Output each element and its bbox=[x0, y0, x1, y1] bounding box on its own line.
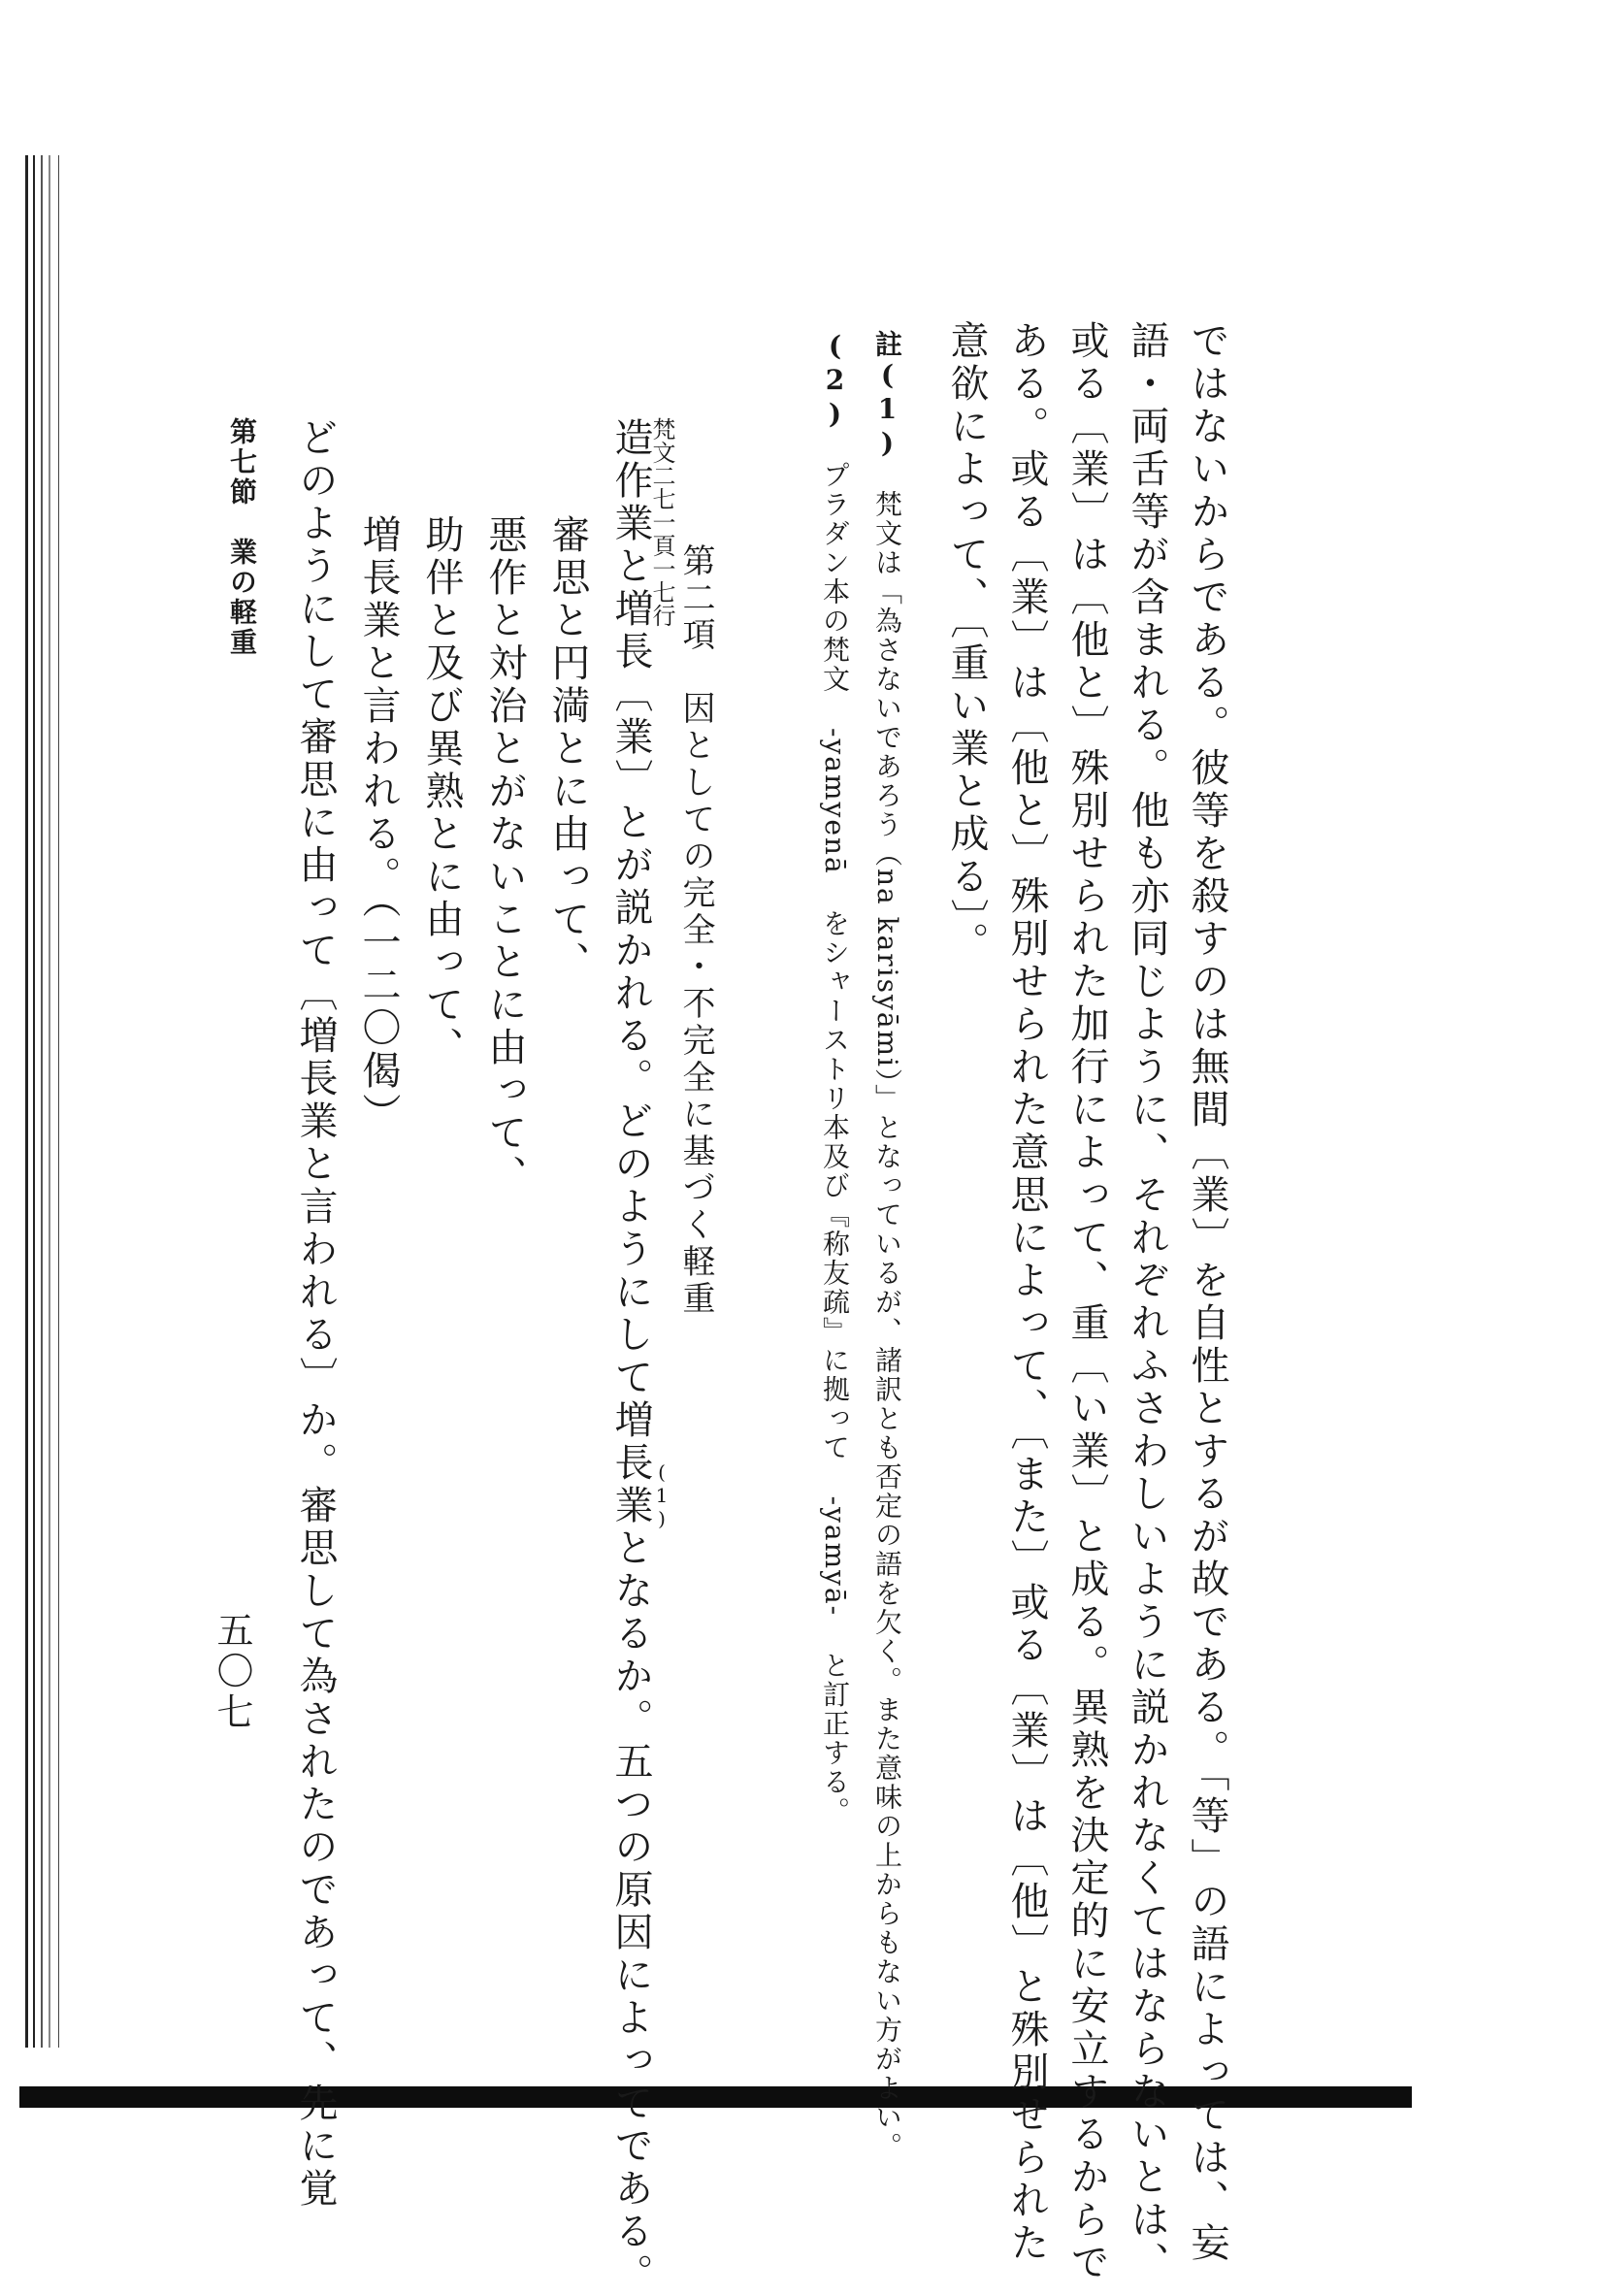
binding-edge-line bbox=[49, 155, 50, 2048]
section-line-1-text: 造作業と増長〔業〕とが説かれる。どのようにして増長業となるか。五つの原因によってである。 bbox=[608, 417, 653, 2296]
source-annotation: 梵文二七一頁一七行 bbox=[648, 417, 675, 627]
note-1-text-c: ）」となっているが、諸訳とも否定の語を欠く。また意味の上からもない方がよい。 bbox=[871, 1068, 903, 2162]
section-last-line: どのようにして審思に由って〔増長業と言われる〕か。審思して為されたのであって、先に覚 bbox=[293, 417, 338, 2211]
note-reference-1: (1) bbox=[650, 1460, 673, 1530]
binding-edge-line bbox=[58, 155, 59, 2048]
section-line-1 bbox=[608, 417, 653, 2296]
binding-edge-line bbox=[41, 155, 43, 2048]
page-number: 五〇七 bbox=[211, 1611, 253, 1733]
note-1 bbox=[871, 330, 903, 2162]
note-1-text-b: na karisyāmi bbox=[871, 869, 903, 1069]
note-2-text-a: プラダン本の梵文 bbox=[819, 461, 851, 694]
note-2-text-c: をシャーストリ本及び『称友疏』に拠って bbox=[819, 908, 851, 1462]
note-mark-2: (2) bbox=[819, 330, 851, 432]
note-mark-1: (1) bbox=[871, 359, 903, 461]
body-column-1: ではないからである。彼等を殺すのは無間〔業〕を自性とするが故である。「等」の語によっては、妄 bbox=[1185, 320, 1229, 2265]
body-column-4: ある。或る〔業〕は〔他と〕殊別せられた意思によって、〔また〕或る〔業〕は〔他〕と殊別せられた bbox=[1004, 320, 1049, 2265]
verse-line-2: 悪作と対治とがないことに由って、 bbox=[482, 514, 527, 1197]
note-2-text-b: -yamyenā bbox=[819, 728, 851, 875]
note-label: 註 bbox=[871, 330, 903, 359]
body-column-5: 意欲によって、〔重い業と成る〕。 bbox=[944, 320, 989, 965]
note-1-text-a: 梵文は「為さないであろう（ bbox=[871, 490, 903, 869]
note-2-text-e: と訂正する。 bbox=[819, 1651, 851, 1826]
note-2 bbox=[819, 330, 851, 1826]
verse-line-3: 助伴と及び異熟とに由って、 bbox=[419, 514, 464, 1069]
section-heading: 第二項 因としての完全・不完全に基づく軽重 bbox=[676, 543, 715, 1318]
binding-edge-line bbox=[33, 155, 35, 2048]
body-column-2: 語・両舌等が含まれる。他も亦同じように、それぞれふさわしいように説かれなくてはならないとは、 bbox=[1125, 320, 1169, 2284]
verse-line-1: 審思と円満とに由って、 bbox=[545, 514, 590, 984]
body-column-3: 或る〔業〕は〔他と〕殊別せられた加行によって、重〔い業〕と成る。異熟を決定的に安立するからで bbox=[1064, 320, 1109, 2284]
verse-line-4: 増長業と言われる。（一二〇偈） bbox=[356, 514, 401, 1135]
binding-edge-line bbox=[25, 155, 28, 2048]
note-2-text-d: -yamyā- bbox=[819, 1495, 851, 1618]
running-head: 第七節 業の軽重 bbox=[226, 417, 258, 658]
